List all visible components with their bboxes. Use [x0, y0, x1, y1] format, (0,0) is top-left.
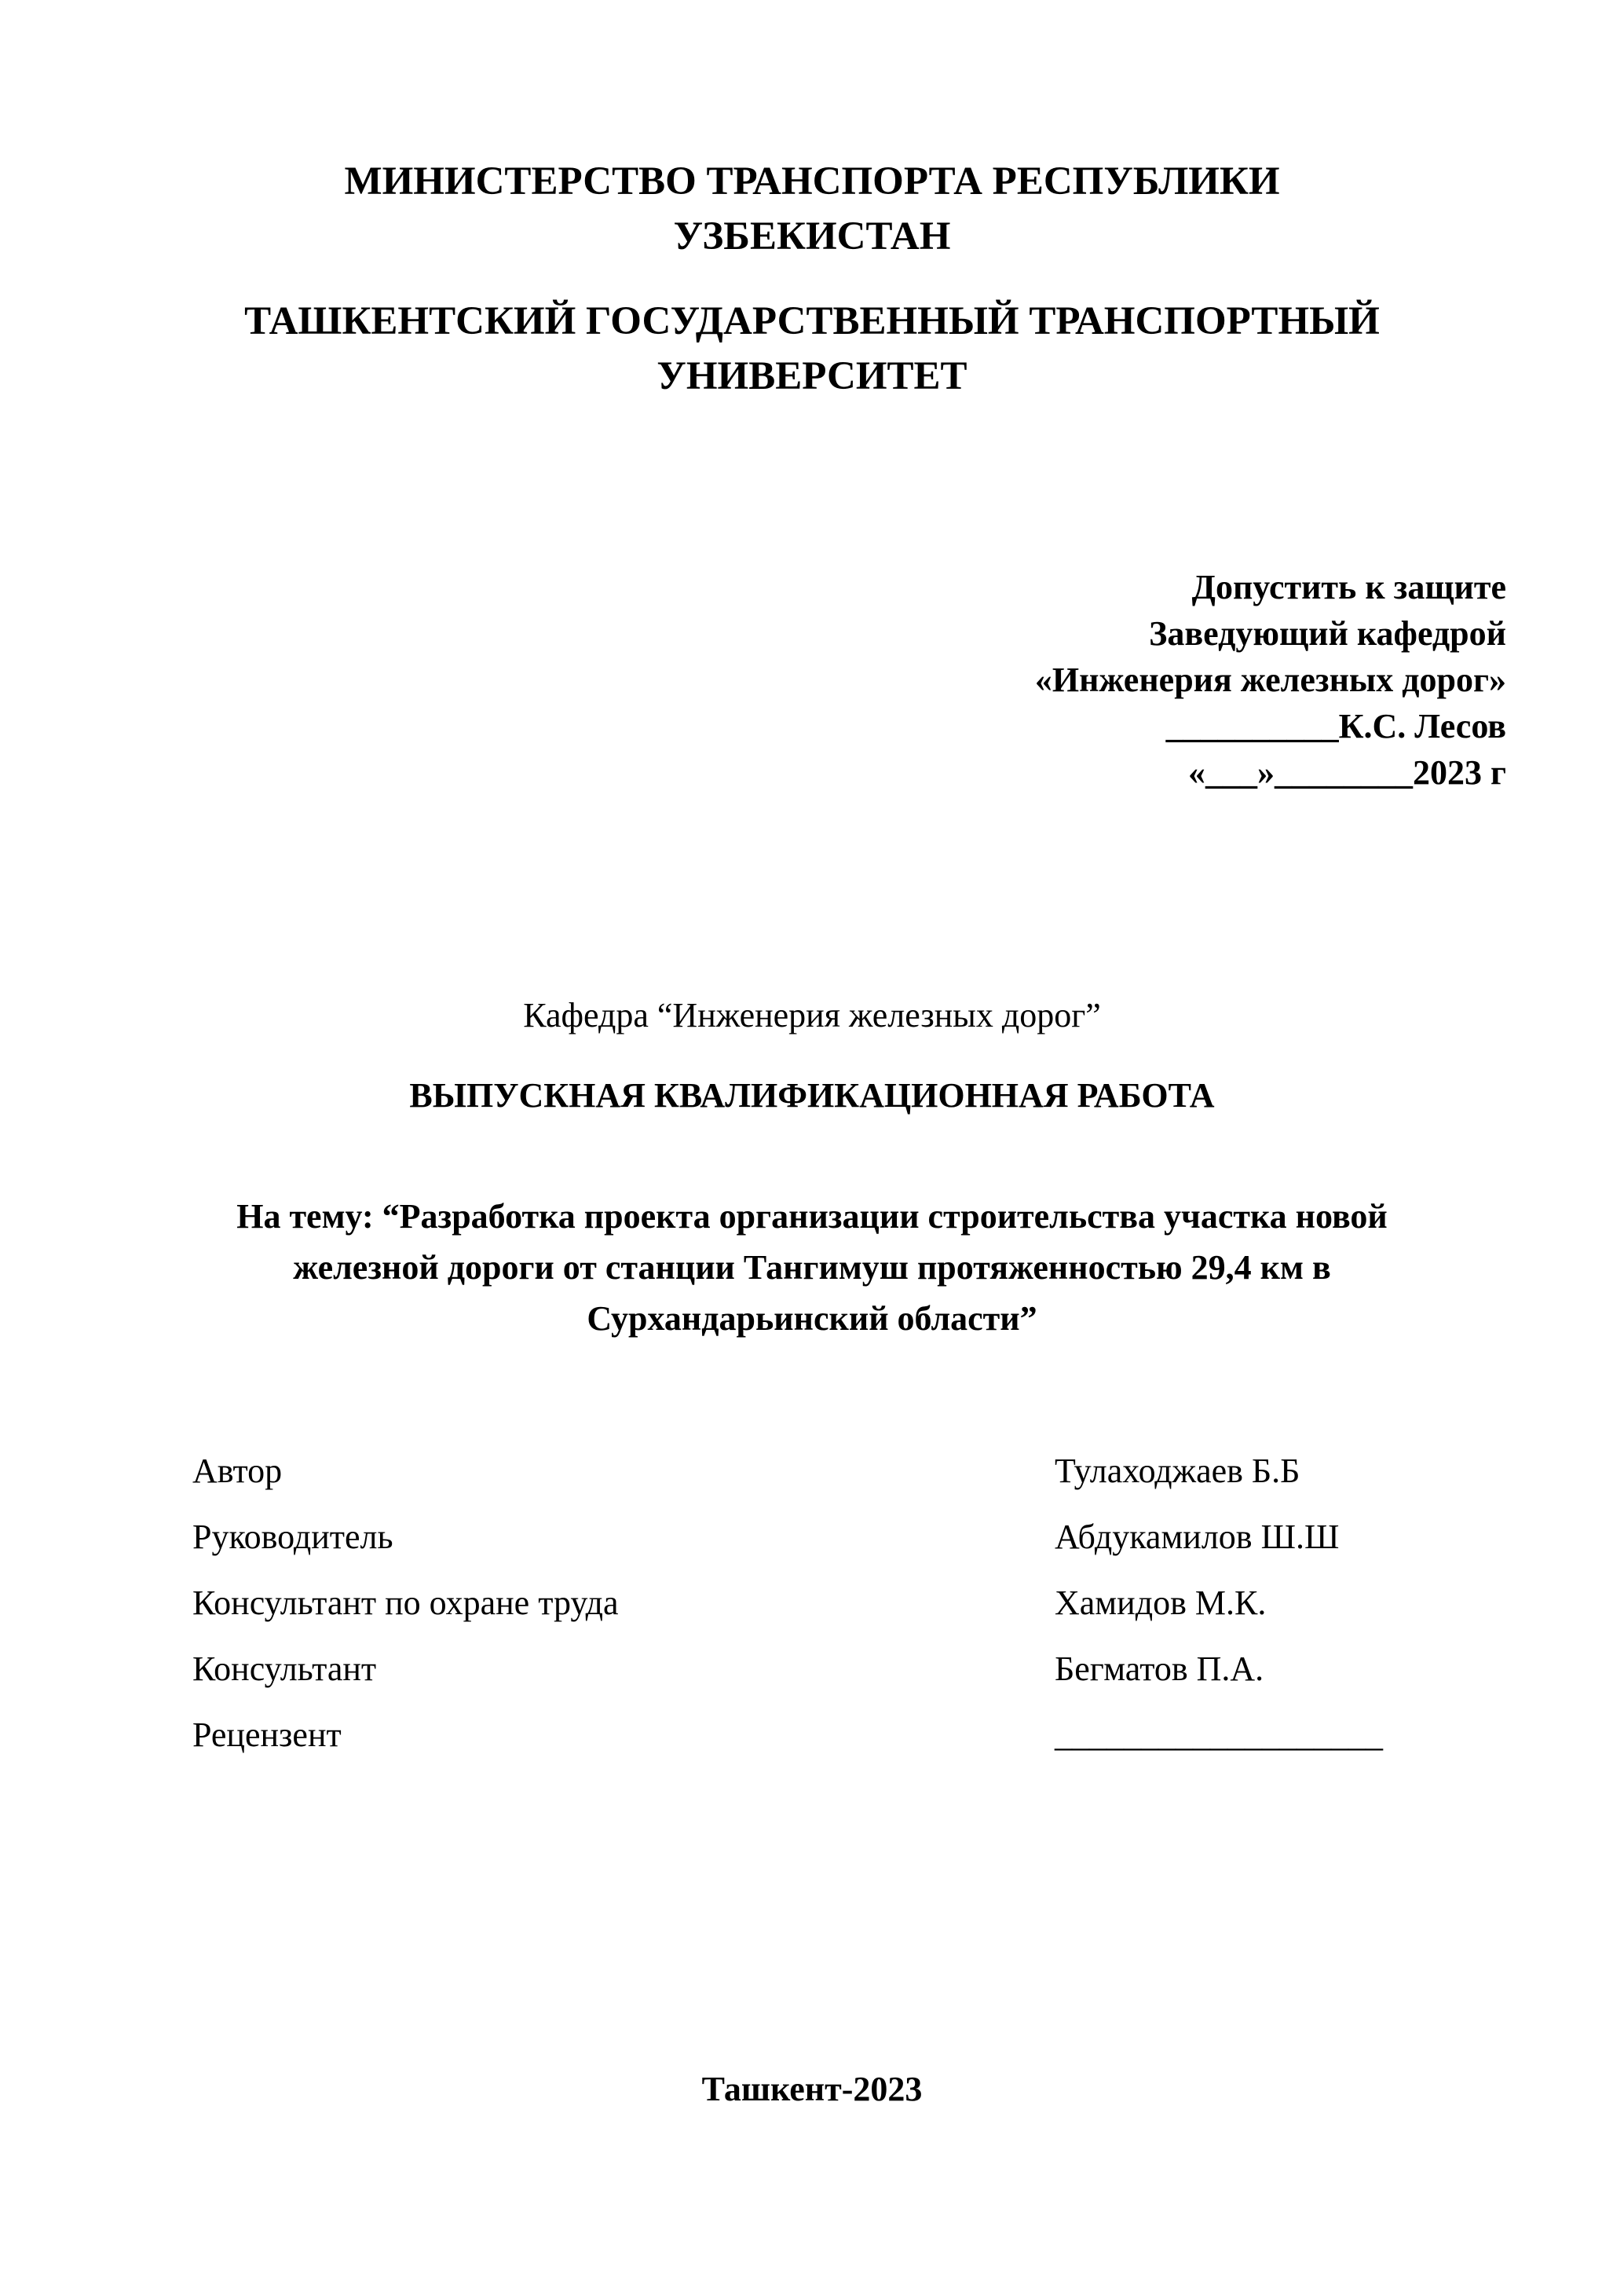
role-row-supervisor	[192, 1514, 1449, 1580]
role-name: Хамидов М.К.	[1055, 1584, 1267, 1622]
approval-line-head: Заведующий кафедрой	[1149, 614, 1506, 653]
work-type-title: ВЫПУСКНАЯ КВАЛИФИКАЦИОННАЯ РАБОТА	[409, 1076, 1215, 1115]
role-name: Бегматов П.А.	[1055, 1650, 1264, 1688]
university-title-line2: УНИВЕРСИТЕТ	[657, 354, 967, 398]
role-row-consultant	[192, 1646, 1449, 1712]
approval-line-admit: Допустить к защите	[1191, 568, 1506, 606]
role-row-author	[192, 1448, 1449, 1514]
roles-list	[192, 1448, 1449, 1778]
department-name: Кафедра “Инженерия железных дорог”	[523, 996, 1101, 1034]
role-name: ___________________	[1055, 1716, 1383, 1754]
approval-line-signature: __________К.С. Лесов	[1165, 707, 1506, 745]
role-name: Тулаходжаев Б.Б	[1055, 1452, 1300, 1490]
role-name: Абдукамилов Ш.Ш	[1055, 1518, 1340, 1556]
approval-block	[1035, 564, 1506, 796]
university-title-line1: ТАШКЕНТСКИЙ ГОСУДАРСТВЕННЫЙ ТРАНСПОРТНЫЙ	[244, 299, 1380, 343]
role-label: Консультант по охране труда	[192, 1584, 619, 1622]
role-label: Автор	[192, 1452, 283, 1490]
ministry-title-line2: УЗБЕКИСТАН	[673, 214, 951, 258]
role-label: Рецензент	[192, 1716, 342, 1754]
role-row-reviewer	[192, 1712, 1449, 1778]
topic-line3: Сурхандарьинский области”	[587, 1299, 1037, 1338]
role-row-safety-consultant	[192, 1580, 1449, 1646]
topic-block	[0, 1191, 1624, 1344]
topic-line2: железной дороги от станции Тангимуш протяженностью 29,4 км в	[293, 1248, 1331, 1287]
approval-line-date: «___»________2023 г	[1188, 753, 1506, 792]
topic-line1: На тему: “Разработка проекта организации строительства участка новой	[236, 1197, 1388, 1236]
approval-line-department: «Инженерия железных дорог»	[1034, 661, 1506, 699]
ministry-title-line1: МИНИСТЕРСТВО ТРАНСПОРТА РЕСПУБЛИКИ	[344, 159, 1280, 203]
city-year-footer: Ташкент-2023	[701, 2070, 923, 2108]
role-label: Руководитель	[192, 1518, 393, 1556]
role-label: Консультант	[192, 1650, 377, 1688]
